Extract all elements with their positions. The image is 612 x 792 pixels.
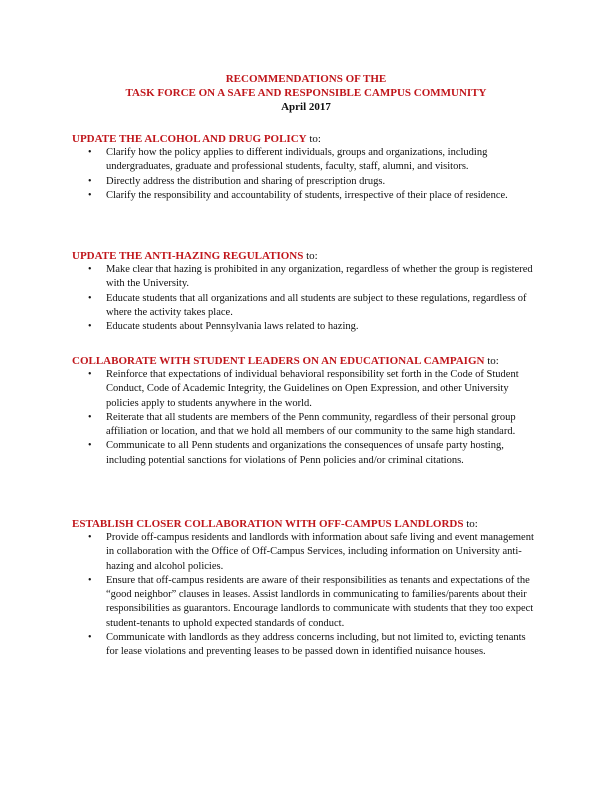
list-item bbox=[72, 175, 540, 189]
doc-title-line-1: RECOMMENDATIONS OF THE bbox=[225, 73, 387, 85]
bullet-icon: • bbox=[88, 369, 92, 380]
bullet-icon: • bbox=[88, 574, 92, 586]
list-item-text: Clarify how the policy applies to different individuals, groups and organizations, including undergraduates, graduate and professional students, faculty, staff, alumni, and visitors. bbox=[106, 147, 488, 173]
list-item-text: Communicate with landlords as they address concerns including, but not limited to, evicting tenants for lease violations and preventing leases to be passed down in identified nuisance houses. bbox=[106, 632, 526, 658]
bullet-list bbox=[72, 263, 540, 334]
list-item-text: Ensure that off-campus residents are aware of their responsibilities as tenants and expectations of the “good neighbor” clauses in leases. Assist landlords in communicating to families/parents about their responsibilities as guarantors. Encourage landlords to communicate with students that they too expect student-tenants to uphold expected standards of conduct. bbox=[106, 574, 534, 629]
bullet-icon: • bbox=[88, 189, 92, 201]
bullet-icon: • bbox=[88, 147, 92, 158]
list-item bbox=[72, 411, 540, 440]
list-item-text: Communicate to all Penn students and organizations the consequences of unsafe party hosting, including potential sanctions for violations of Penn policies and/or criminal citations. bbox=[106, 440, 504, 466]
list-item bbox=[72, 320, 540, 334]
list-item bbox=[72, 574, 540, 631]
list-item-text: Educate students about Pennsylvania laws related to hazing. bbox=[106, 321, 359, 333]
section-title: UPDATE THE ANTI-HAZING REGULATIONS bbox=[72, 250, 304, 262]
list-item bbox=[72, 292, 540, 321]
section-educational-campaign bbox=[72, 354, 540, 468]
section-alcohol-drug-policy bbox=[72, 132, 540, 203]
doc-date: April 2017 bbox=[281, 101, 331, 113]
bullet-list bbox=[72, 146, 540, 203]
bullet-icon: • bbox=[88, 411, 92, 423]
list-item bbox=[72, 263, 540, 292]
list-item bbox=[72, 368, 540, 411]
section-heading bbox=[72, 132, 540, 146]
list-item-text: Reinforce that expectations of individual behavioral responsibility set forth in the Code of Student Conduct, Code of Academic Integrity, the Guidelines on Open Expression, and other University policies apply to students anywhere in the world. bbox=[106, 369, 519, 409]
list-item bbox=[72, 439, 540, 468]
section-title-suffix: to: bbox=[306, 133, 321, 145]
bullet-list bbox=[72, 531, 540, 660]
list-item-text: Clarify the responsibility and accountability of students, irrespective of their place of residence. bbox=[106, 189, 508, 201]
list-item bbox=[72, 189, 540, 203]
bullet-icon: • bbox=[88, 175, 92, 187]
list-item bbox=[72, 631, 540, 660]
list-item-text: Directly address the distribution and sharing of prescription drugs. bbox=[106, 175, 386, 187]
list-item bbox=[72, 531, 540, 574]
section-off-campus-landlords bbox=[72, 517, 540, 660]
list-item bbox=[72, 146, 540, 175]
bullet-icon: • bbox=[88, 440, 92, 452]
section-title-suffix: to: bbox=[484, 355, 499, 367]
bullet-icon: • bbox=[88, 292, 92, 304]
section-heading bbox=[72, 517, 540, 531]
section-heading bbox=[72, 354, 540, 368]
section-title: ESTABLISH CLOSER COLLABORATION WITH OFF-CAMPUS LANDLORDS bbox=[72, 518, 464, 530]
section-title: COLLABORATE WITH STUDENT LEADERS ON AN EDUCATIONAL CAMPAIGN bbox=[72, 355, 485, 367]
list-item-text: Educate students that all organizations and all students are subject to these regulations, regardless of where the activity takes place. bbox=[106, 292, 527, 318]
section-heading bbox=[72, 249, 540, 263]
doc-title-line-2: TASK FORCE ON A SAFE AND RESPONSIBLE CAMPUS COMMUNITY bbox=[125, 87, 487, 99]
list-item-text: Provide off-campus residents and landlords with information about safe living and event management in collaboration with the Office of Off-Campus Services, including information on University anti-hazing and alcohol policies. bbox=[106, 532, 534, 572]
section-title-suffix: to: bbox=[303, 250, 318, 262]
section-title: UPDATE THE ALCOHOL AND DRUG POLICY bbox=[72, 133, 307, 145]
list-item-text: Reiterate that all students are members of the Penn community, regardless of their personal group affiliation or location, and that we hold all members of our community to the same high standard. bbox=[106, 411, 516, 438]
bullet-icon: • bbox=[88, 632, 92, 644]
section-title-suffix: to: bbox=[463, 518, 478, 530]
bullet-icon: • bbox=[88, 264, 92, 275]
section-anti-hazing bbox=[72, 249, 540, 334]
bullet-icon: • bbox=[88, 321, 92, 333]
bullet-icon: • bbox=[88, 532, 92, 543]
bullet-list bbox=[72, 368, 540, 468]
list-item-text: Make clear that hazing is prohibited in any organization, regardless of whether the group is registered with the University. bbox=[106, 264, 533, 290]
